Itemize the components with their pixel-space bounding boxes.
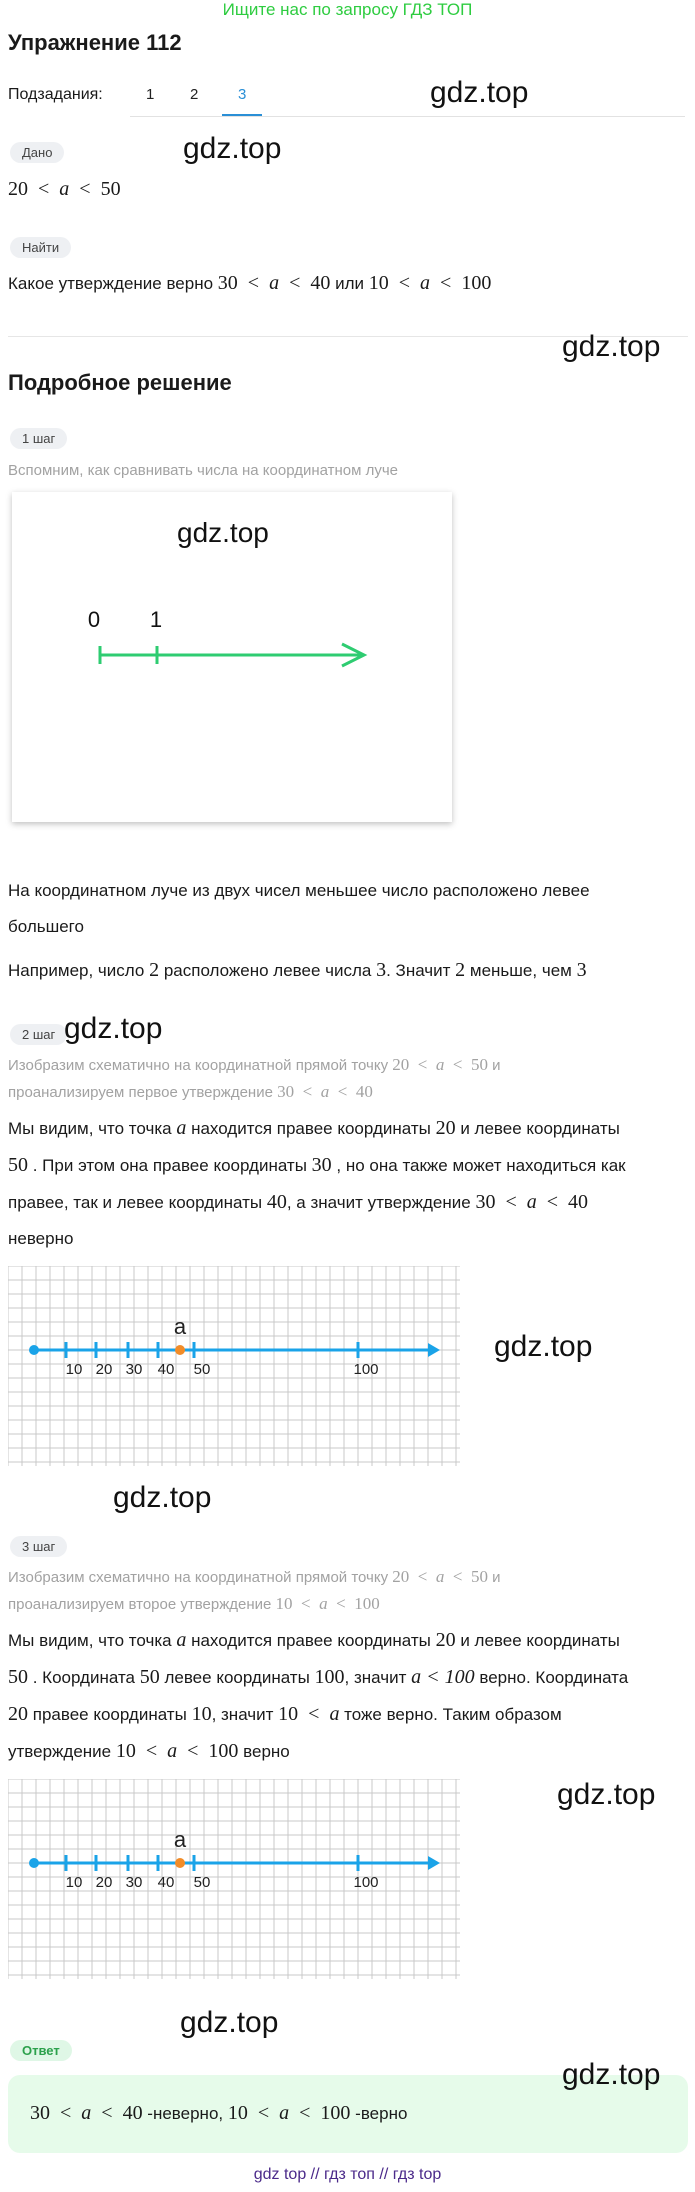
axis-label-20: 20	[95, 1361, 113, 1378]
active-tab-indicator	[222, 114, 262, 116]
axis-label-10: 10	[65, 1874, 83, 1891]
axis-label-100: 100	[353, 1874, 379, 1891]
footer-link[interactable]: гдз топ	[324, 2166, 375, 2183]
point-a-label: a	[173, 1314, 187, 1339]
watermark: gdz.top	[177, 517, 269, 548]
axis-label-50: 50	[193, 1361, 211, 1378]
number-line-figure-step2	[8, 1266, 460, 1466]
subtasks-label: Подзадания:	[8, 86, 103, 103]
point-a	[175, 1858, 185, 1868]
step1-paragraph-1: На координатном луче из двух чисел меньшее число расположено левее большего	[8, 881, 590, 936]
axis-arrowhead	[428, 1856, 440, 1870]
watermark: gdz.top	[180, 2006, 279, 2039]
step3-chip: 3 шаг	[10, 1536, 67, 1557]
step1-chip: 1 шаг	[10, 428, 67, 449]
ray-label-1: 1	[149, 607, 163, 632]
watermark: gdz.top	[64, 1012, 163, 1045]
axis-label-30: 30	[125, 1874, 143, 1891]
step3-paragraph: Мы видим, что точка a находится правее координаты 20 и левее координаты 50 . Координата 50 левее координаты 100, значит a < 100 верно. Координата 20 правее координаты 10, значит 10 < a тоже верно. Таким образом утверждение 10 < a < 100 верно	[8, 1629, 629, 1762]
step3-caption: Изобразим схематично на координатной прямой точку 20 < a < 50 и проанализируем второе утверждение 10 < a < 100	[8, 1567, 501, 1613]
watermark: gdz.top	[562, 2058, 661, 2091]
given-chip: Дано	[10, 142, 64, 163]
given-expression: 20 < a < 50	[8, 178, 121, 200]
footer-link[interactable]: gdz top	[253, 2166, 307, 2183]
point-a	[175, 1345, 185, 1355]
tab-subtask-2[interactable]: 2	[190, 86, 199, 103]
step1-paragraph-2: Например, число 2 расположено левее числа 3. Значит 2 меньше, чем 3	[8, 959, 587, 981]
step2-paragraph: Мы видим, что точка a находится правее координаты 20 и левее координаты 50 . При этом она правее координаты 30 , но она также может находиться как правее, так и левее координаты 40, а значит утверждение 30 < a < 40 неверно	[8, 1117, 626, 1248]
watermark: gdz.top	[494, 1330, 593, 1363]
axis-label-40: 40	[157, 1361, 175, 1378]
watermark: gdz.top	[557, 1778, 656, 1811]
number-line-figure-step3	[8, 1779, 460, 1979]
watermark: gdz.top	[430, 76, 529, 109]
find-chip: Найти	[10, 237, 71, 258]
tab-subtask-1[interactable]: 1	[146, 86, 155, 103]
watermark: gdz.top	[113, 1481, 212, 1514]
answer-text: 30 < a < 40 -неверно, 10 < a < 100 -верно	[30, 2102, 408, 2124]
footer-separator: //	[310, 2166, 320, 2183]
axis-arrowhead	[428, 1343, 440, 1357]
find-question: Какое утверждение верно 30 < a < 40 или 10 < a < 100	[8, 272, 492, 294]
step1-caption: Вспомним, как сравнивать числа на координатном луче	[8, 462, 399, 479]
axis-label-30: 30	[125, 1361, 143, 1378]
axis-label-10: 10	[65, 1361, 83, 1378]
axis-origin-point	[29, 1858, 39, 1868]
footer-separator: //	[379, 2166, 389, 2183]
axis-label-20: 20	[95, 1874, 113, 1891]
answer-chip: Ответ	[10, 2040, 72, 2061]
step2-caption: Изобразим схематично на координатной прямой точку 20 < a < 50 и проанализируем первое утверждение 30 < a < 40	[8, 1055, 501, 1101]
step2-chip: 2 шаг	[10, 1024, 67, 1045]
page-title: Упражнение 112	[8, 30, 182, 55]
footer-link[interactable]: гдз top	[392, 2166, 442, 2183]
point-a-label: a	[173, 1827, 187, 1852]
subtask-tabs	[130, 80, 685, 117]
tab-subtask-3[interactable]: 3	[238, 86, 247, 103]
coordinate-ray-figure	[12, 492, 452, 822]
watermark: gdz.top	[562, 330, 661, 363]
axis-label-40: 40	[157, 1874, 175, 1891]
ray-label-0: 0	[87, 607, 101, 632]
watermark: gdz.top	[183, 132, 282, 165]
axis-origin-point	[29, 1345, 39, 1355]
coordinate-ray-card	[12, 492, 452, 822]
axis-label-50: 50	[193, 1874, 211, 1891]
solution-title: Подробное решение	[8, 370, 232, 395]
footer-links	[0, 2166, 695, 2184]
search-hint[interactable]: Ищите нас по запросу ГДЗ ТОП	[222, 0, 473, 19]
axis-label-100: 100	[353, 1361, 379, 1378]
